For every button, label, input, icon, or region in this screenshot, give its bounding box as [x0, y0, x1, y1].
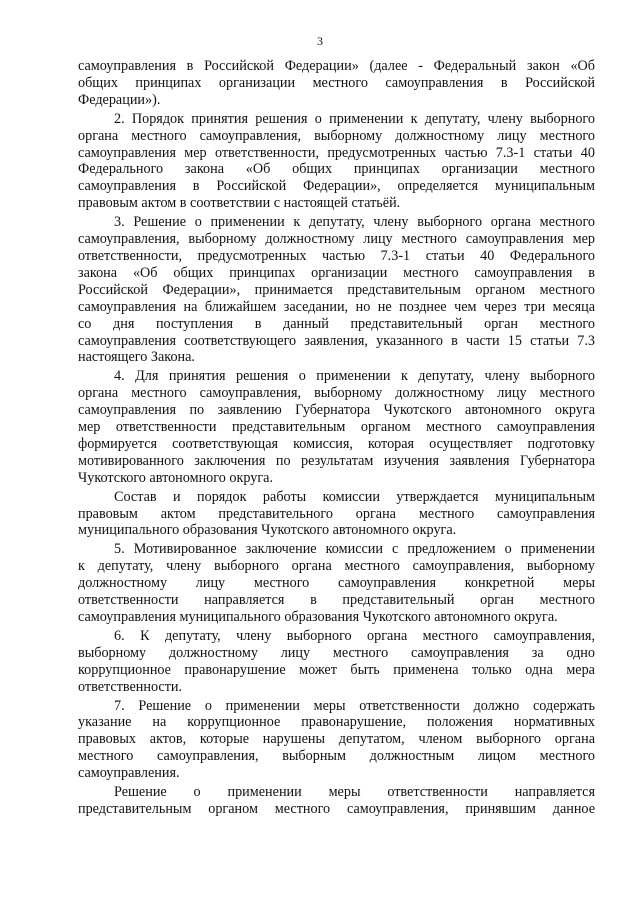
text-line: выборному должностному лицу местного самоуправления за одно	[78, 644, 595, 661]
text-line: к депутату, члену выборного органа местного самоуправления, выборному	[78, 558, 595, 575]
paragraph	[78, 628, 595, 696]
text-line: 2. Порядок принятия решения о применении к депутату, члену выборного	[114, 110, 595, 127]
paragraph	[78, 489, 595, 540]
text-line: 7. Решение о применении меры ответственности должно содержать	[114, 697, 595, 714]
text-line: самоуправления муниципального образования Чукотского автономного округа.	[78, 609, 558, 625]
paragraph	[78, 368, 595, 486]
text-line: Состав и порядок работы комиссии утверждается муниципальным	[114, 488, 595, 505]
text-line: Федерального закона «Об общих принципах организации местного	[78, 161, 595, 178]
paragraph	[78, 214, 595, 366]
text-line: ответственности направляется в представительный орган местного	[78, 592, 595, 609]
text-line: указание на коррупционное правонарушение, положения нормативных	[78, 714, 595, 731]
text-line: формируется соответствующая комиссия, которая осуществляет подготовку	[78, 435, 595, 452]
text-line: настоящего Закона.	[78, 349, 195, 366]
text-line: самоуправления в Российской Федерации», определяется муниципальным	[78, 178, 595, 195]
text-line: Чукотского автономного округа.	[78, 469, 274, 486]
text-line: местного самоуправления, выборным должностным лицом местного	[78, 748, 595, 765]
text-line: 6. К депутату, члену выборного органа местного самоуправления,	[114, 627, 595, 644]
text-line: самоуправления в Российской Федерации» (далее - Федеральный закон «Об	[78, 58, 595, 74]
text-line: коррупционное правонарушение может быть применена только одна мера	[78, 661, 595, 678]
text-line: представительным органом местного самоуправления, принявшим данное	[78, 800, 595, 817]
text-line: самоуправления мер ответственности, предусмотренных частью 7.3-1 статьи 40	[78, 144, 595, 161]
text-line: правовым актом в соответствии с настоящей статьёй.	[78, 195, 401, 212]
text-line: мер ответственности представительным органом местного самоуправления	[78, 419, 595, 436]
text-line: 3. Решение о применении к депутату, члену выборного органа местного	[114, 214, 595, 231]
text-line: самоуправления на ближайшем заседании, но не позднее чем через три месяца	[78, 298, 595, 315]
text-line: Российской Федерации», принимается представительным органом местного	[78, 281, 595, 298]
text-line: самоуправления соответствующего заявления, указанного в части 15 статьи 7.3	[78, 332, 595, 349]
text-line: органа местного самоуправления, выборному должностному лицу местного	[78, 127, 595, 144]
text-line: правовых актов, которые нарушены депутатом, членом выборного органа	[78, 731, 595, 748]
text-line: Федерации»).	[78, 91, 161, 108]
text-line: Решение о применении меры ответственности направляется	[114, 784, 595, 801]
text-line: со дня поступления в данный представительный орган местного	[78, 315, 595, 332]
text-line: самоуправления.	[78, 765, 180, 782]
text-line: 4. Для принятия решения о применении к депутату, члену выборного	[114, 368, 595, 385]
text-line: 5. Мотивированное заключение комиссии с предложением о применении	[114, 541, 595, 558]
text-line: ответственности.	[78, 678, 183, 695]
paragraph	[78, 541, 595, 626]
text-line: муниципального образования Чукотского автономного округа.	[78, 522, 457, 539]
text-line: самоуправления, выборному должностному лицу местного самоуправления мер	[78, 231, 595, 248]
text-line: мотивированного заключения по результатам изучения заявления Губернатора	[78, 452, 595, 469]
page-number: 3	[317, 34, 323, 48]
text-line: должностному лицу местного самоуправления конкретной меры	[78, 575, 595, 592]
text-line: органа местного самоуправления, выборному должностному лицу местного	[78, 385, 595, 402]
text-line: самоуправления по заявлению Губернатора Чукотского автономного округа	[78, 402, 595, 419]
paragraph	[78, 784, 595, 818]
paragraph	[78, 58, 595, 109]
text-line: правовым актом представительного органа местного самоуправления	[78, 505, 595, 522]
document-body	[78, 58, 595, 818]
paragraph	[78, 111, 595, 212]
paragraph	[78, 698, 595, 783]
text-line: общих принципах организации местного самоуправления в Российской	[78, 74, 595, 91]
text-line: ответственности, предусмотренных частью 7.3-1 статьи 40 Федерального	[78, 247, 595, 264]
text-line: закона «Об общих принципах организации местного самоуправления в	[78, 264, 595, 281]
